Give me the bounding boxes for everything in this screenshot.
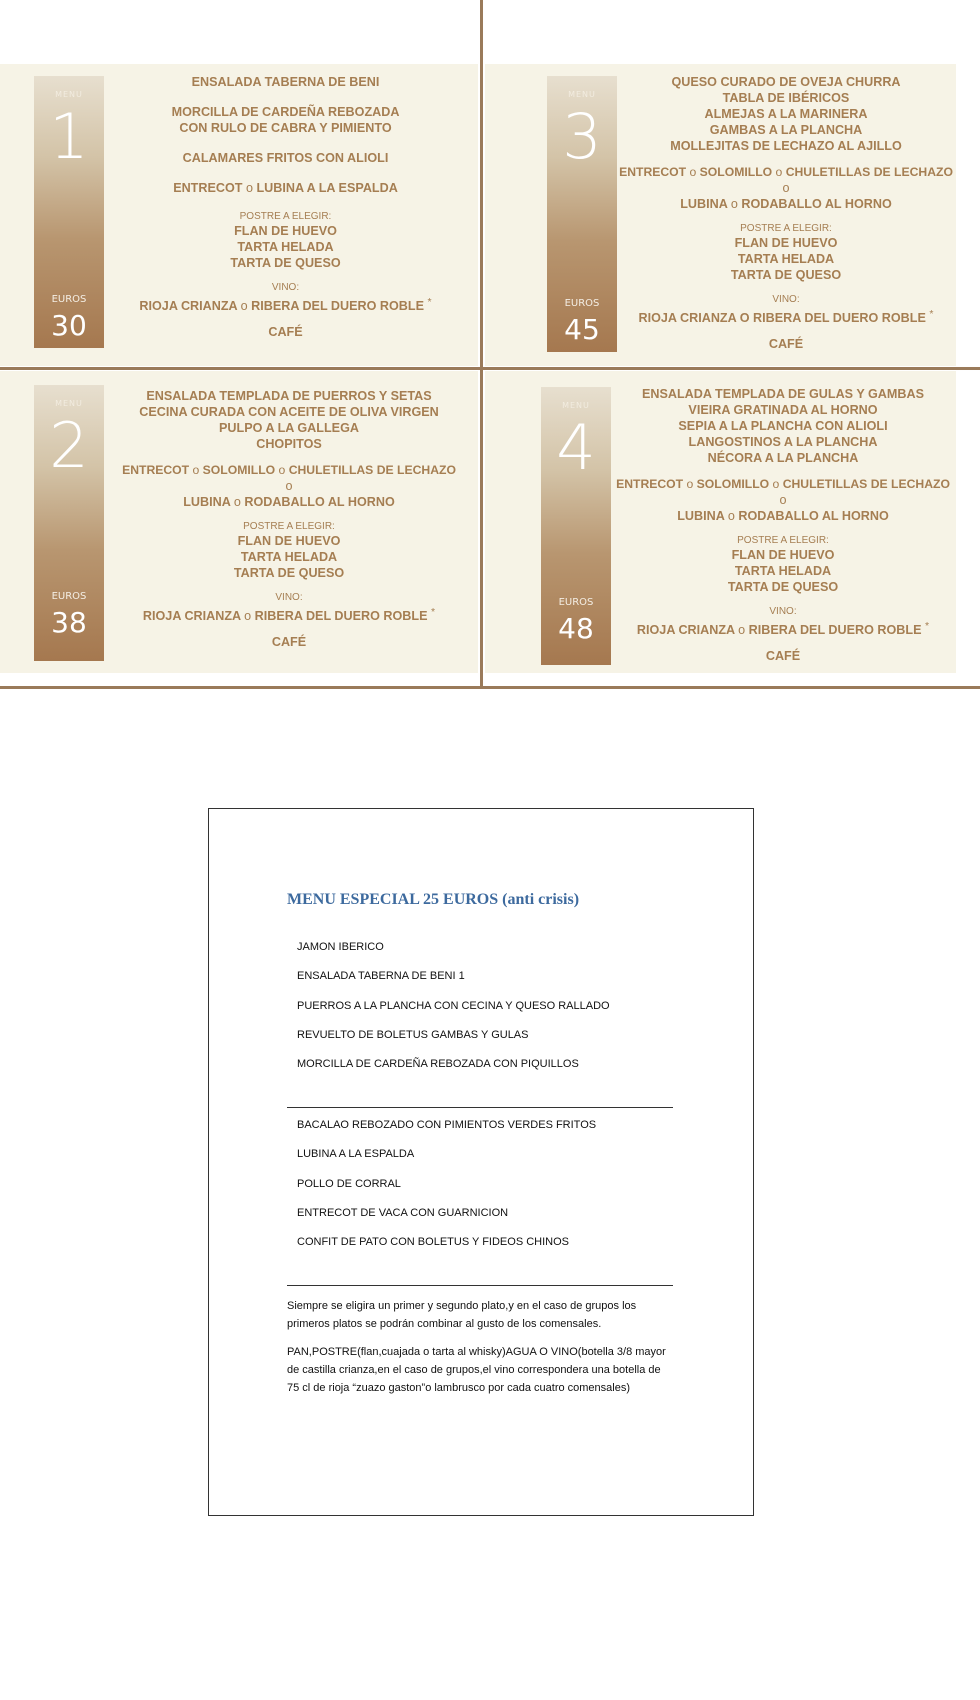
dish: MOLLEJITAS DE LECHAZO AL AJILLO bbox=[670, 139, 902, 153]
menu-2-dishes bbox=[104, 388, 474, 650]
menu-4-dishes bbox=[615, 386, 951, 664]
dessert: TARTA HELADA bbox=[240, 550, 338, 564]
list-item: ENTRECOT DE VACA CON GUARNICION bbox=[297, 1206, 509, 1219]
euros-label: EUROS bbox=[564, 298, 600, 309]
special-menu-title: MENU ESPECIAL 25 EUROS (anti crisis) bbox=[287, 891, 580, 908]
menu-price: 30 bbox=[51, 309, 87, 342]
dish: ENSALADA TABERNA DE BENI bbox=[191, 75, 380, 89]
menu-card-1 bbox=[0, 64, 478, 366]
menu-4-price-band bbox=[541, 387, 611, 665]
includes-note: PAN,POSTRE(flan,cuajada o tarta al whisky)AGUA O VINO(botella 3/8 mayor de castilla crianza,en el caso de grupos,el vino correspondera una botella de 75 cl de rioja “zuazo gaston”o lambrusco por cada cuatro comensales) bbox=[287, 1346, 666, 1394]
menu-price: 48 bbox=[558, 612, 594, 645]
list-item: ENSALADA TABERNA DE BENI 1 bbox=[297, 970, 465, 983]
wine-heading: VINO: bbox=[275, 592, 303, 603]
coffee: CAFÉ bbox=[765, 649, 801, 664]
menu-price: 38 bbox=[51, 606, 87, 639]
list-item: LUBINA A LA ESPALDA bbox=[297, 1148, 415, 1161]
menu-card-3 bbox=[485, 64, 956, 366]
dessert: FLAN DE HUEVO bbox=[234, 224, 337, 238]
dessert: TARTA DE QUESO bbox=[730, 268, 842, 282]
dessert: TARTA DE QUESO bbox=[230, 256, 341, 270]
dish: LANGOSTINOS A LA PLANCHA bbox=[688, 435, 878, 449]
wine-heading: VINO: bbox=[271, 282, 300, 293]
wine-options: RIOJA CRIANZA o RIBERA DEL DUERO ROBLE * bbox=[139, 296, 432, 314]
dish: SEPIA A LA PLANCHA CON ALIOLI bbox=[678, 419, 888, 433]
special-menu-sheet bbox=[208, 808, 754, 1516]
dessert: TARTA DE QUESO bbox=[727, 580, 839, 594]
menu-2-price-band bbox=[34, 385, 104, 661]
wine-heading: VINO: bbox=[769, 606, 797, 617]
dish: ENSALADA TEMPLADA DE PUERROS Y SETAS bbox=[146, 389, 432, 403]
wine-heading: VINO: bbox=[772, 294, 800, 305]
coffee: CAFÉ bbox=[271, 635, 307, 650]
main-course-options: ENTRECOT o SOLOMILLO o CHULETILLAS DE LECHAZO bbox=[616, 477, 950, 491]
list-item: BACALAO REBOZADO CON PIMIENTOS VERDES FRITOS bbox=[297, 1119, 597, 1131]
wine-options: RIOJA CRIANZA O RIBERA DEL DUERO ROBLE * bbox=[638, 308, 934, 326]
special-menu-notes bbox=[287, 1297, 675, 1407]
dish: NÉCORA A LA PLANCHA bbox=[707, 451, 859, 465]
menu-1-dishes bbox=[118, 74, 453, 340]
dish: PULPO A LA GALLEGA bbox=[219, 421, 359, 435]
main-course-options: ENTRECOT o SOLOMILLO o CHULETILLAS DE LECHAZO bbox=[619, 165, 953, 179]
dessert: TARTA HELADA bbox=[734, 564, 832, 578]
list-item: PUERROS A LA PLANCHA CON CECINA Y QUESO RALLADO bbox=[297, 999, 610, 1012]
menu-number: 2 bbox=[49, 409, 89, 482]
dessert: TARTA HELADA bbox=[237, 240, 334, 254]
dish: CHOPITOS bbox=[256, 437, 322, 451]
menu-number: 3 bbox=[562, 100, 602, 173]
fish-options: LUBINA o RODABALLO AL HORNO bbox=[677, 509, 889, 523]
euros-label: EUROS bbox=[558, 597, 594, 608]
list-item: MORCILLA DE CARDEÑA REBOZADA CON PIQUILLOS bbox=[297, 1058, 579, 1071]
dish: VIEIRA GRATINADA AL HORNO bbox=[688, 403, 878, 417]
dish: ALMEJAS A LA MARINERA bbox=[704, 107, 868, 121]
euros-label: EUROS bbox=[51, 591, 87, 602]
first-courses-list bbox=[297, 941, 610, 1087]
or-connector: o bbox=[782, 181, 790, 195]
menu-label: MENU bbox=[55, 399, 83, 408]
menu-3-price-band bbox=[547, 76, 617, 352]
grid-vertical-divider bbox=[480, 0, 483, 688]
dish: MORCILLA DE CARDEÑA REBOZADA bbox=[171, 105, 400, 119]
section-divider bbox=[287, 1285, 673, 1286]
list-item: JAMON IBERICO bbox=[297, 941, 384, 953]
dessert: TARTA HELADA bbox=[737, 252, 835, 266]
grid-middle-divider bbox=[0, 367, 980, 370]
dessert-heading: POSTRE A ELEGIR: bbox=[737, 535, 829, 546]
list-item: REVUELTO DE BOLETUS GAMBAS Y GULAS bbox=[297, 1028, 529, 1041]
menu-label: MENU bbox=[568, 90, 596, 99]
coffee: CAFÉ bbox=[268, 325, 303, 340]
section-divider bbox=[287, 1107, 673, 1108]
dish: CON RULO DE CABRA Y PIMIENTO bbox=[179, 121, 392, 135]
list-item: POLLO DE CORRAL bbox=[297, 1177, 401, 1190]
dessert-heading: POSTRE A ELEGIR: bbox=[239, 211, 332, 222]
menu-price: 45 bbox=[564, 313, 600, 346]
dessert-heading: POSTRE A ELEGIR: bbox=[243, 521, 335, 532]
coffee: CAFÉ bbox=[768, 337, 804, 352]
wine-options: RIOJA CRIANZA o RIBERA DEL DUERO ROBLE * bbox=[142, 606, 436, 624]
dessert-heading: POSTRE A ELEGIR: bbox=[740, 223, 832, 234]
dish: CECINA CURADA CON ACEITE DE OLIVA VIRGEN bbox=[139, 405, 439, 419]
dessert: FLAN DE HUEVO bbox=[734, 236, 838, 250]
menu-card-2 bbox=[0, 371, 478, 673]
dish: GAMBAS A LA PLANCHA bbox=[709, 123, 863, 137]
wine-options: RIOJA CRIANZA o RIBERA DEL DUERO ROBLE * bbox=[636, 620, 930, 638]
menu-number: 4 bbox=[556, 411, 596, 484]
dessert: FLAN DE HUEVO bbox=[237, 534, 341, 548]
main-course-options: ENTRECOT o SOLOMILLO o CHULETILLAS DE LECHAZO bbox=[122, 463, 456, 477]
menu-label: MENU bbox=[55, 90, 83, 99]
menu-card-4 bbox=[485, 371, 956, 673]
second-courses-list bbox=[297, 1119, 596, 1265]
main-course-options: ENTRECOT o LUBINA A LA ESPALDA bbox=[173, 181, 398, 195]
or-connector: o bbox=[779, 493, 787, 507]
fish-options: LUBINA o RODABALLO AL HORNO bbox=[680, 197, 892, 211]
dish: CALAMARES FRITOS CON ALIOLI bbox=[182, 151, 389, 165]
list-item: CONFIT DE PATO CON BOLETUS Y FIDEOS CHINOS bbox=[297, 1236, 569, 1249]
dish: QUESO CURADO DE OVEJA CHURRA bbox=[671, 75, 901, 89]
fish-options: LUBINA o RODABALLO AL HORNO bbox=[183, 495, 395, 509]
dish: TABLA DE IBÉRICOS bbox=[722, 91, 850, 105]
dessert: FLAN DE HUEVO bbox=[731, 548, 835, 562]
or-connector: o bbox=[285, 479, 293, 493]
dish: ENSALADA TEMPLADA DE GULAS Y GAMBAS bbox=[642, 387, 924, 401]
menu-number: 1 bbox=[49, 100, 89, 173]
menu-3-dishes bbox=[618, 74, 954, 352]
dessert: TARTA DE QUESO bbox=[233, 566, 345, 580]
menu-1-price-band bbox=[34, 76, 104, 348]
menu-label: MENU bbox=[562, 401, 590, 410]
euros-label: EUROS bbox=[51, 294, 87, 305]
course-rules-note: Siempre se eligira un primer y segundo plato,y en el caso de grupos los primeros platos se podrán combinar al gusto de los comensales. bbox=[287, 1300, 637, 1330]
grid-bottom-divider bbox=[0, 686, 980, 689]
